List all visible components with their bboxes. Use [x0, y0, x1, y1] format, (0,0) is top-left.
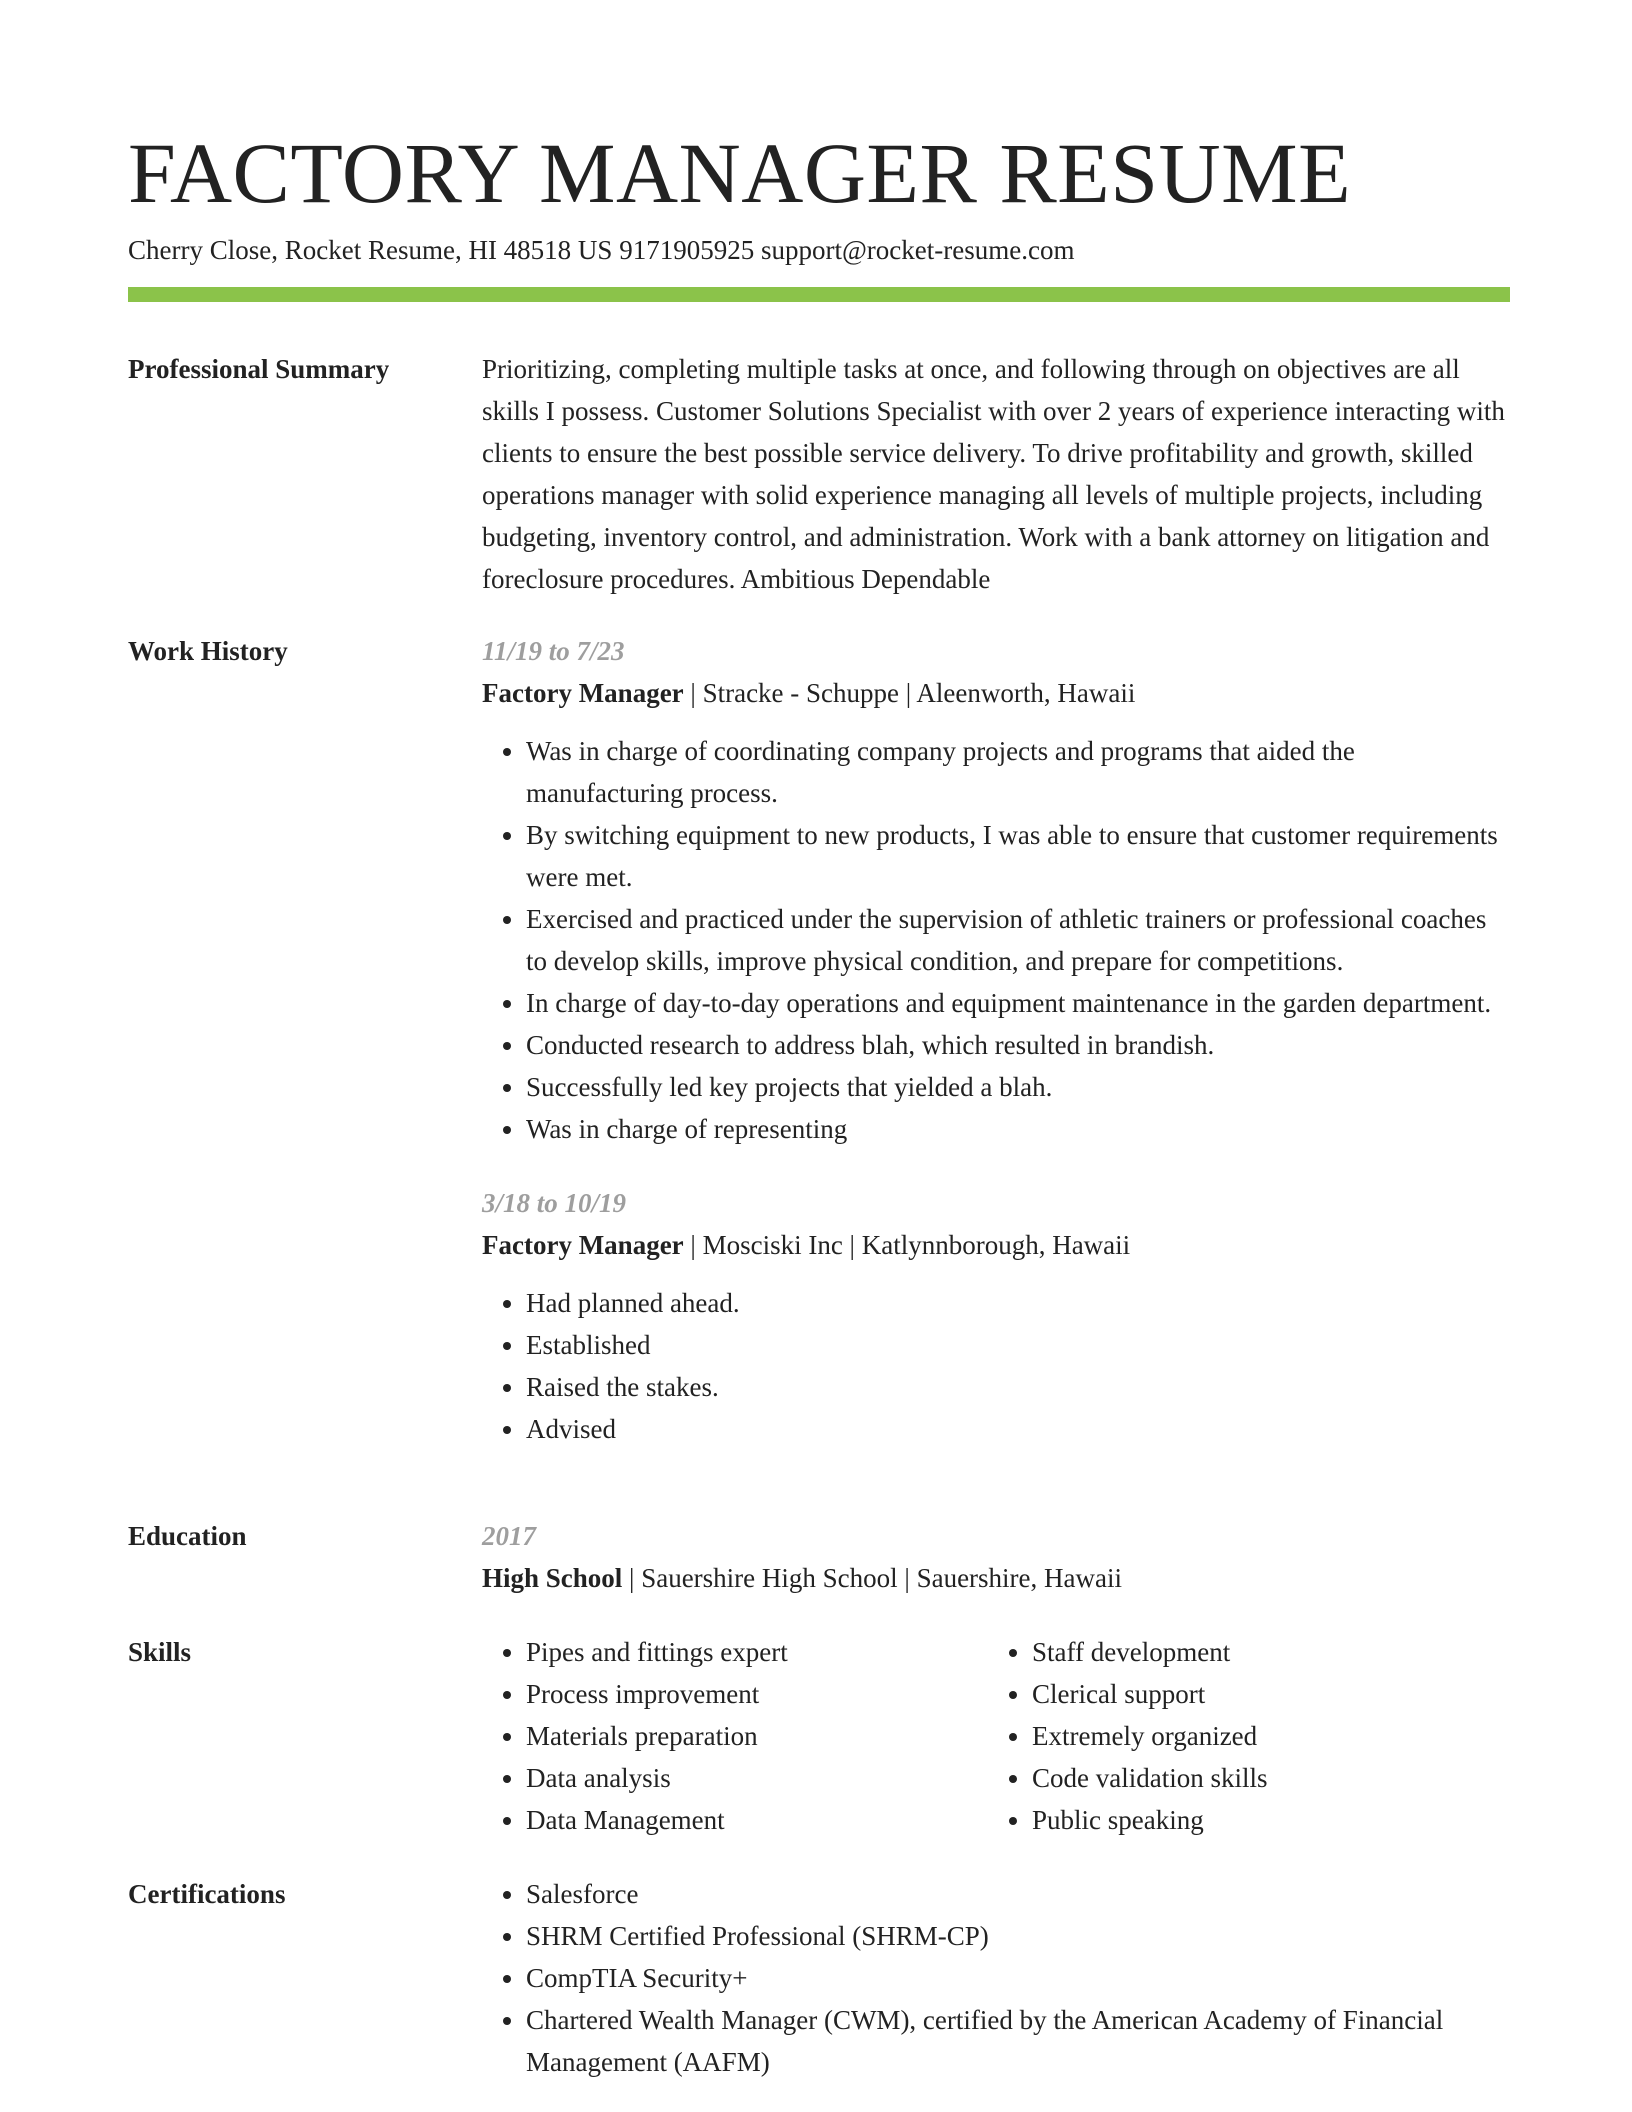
- summary-heading: Professional Summary: [128, 354, 390, 384]
- skill-item: • Code validation skills: [1032, 1757, 1488, 1799]
- job-bullet: • In charge of day-to-day operations and equipment maintenance in the garden department.: [526, 982, 1510, 1024]
- certifications-body: [482, 1873, 1510, 2083]
- job-bullet: • Established: [526, 1324, 1510, 1366]
- work-history-heading: Work History: [128, 636, 288, 666]
- job-bullet: • Exercised and practiced under the supervision of athletic trainers or professional coaches to develop skills, improve physical condition, and prepare for competitions.: [526, 898, 1510, 982]
- certifications-heading: Certifications: [128, 1879, 286, 1909]
- job-dates: 11/19 to 7/23: [482, 636, 625, 666]
- skill-item: • Data analysis: [526, 1757, 988, 1799]
- school-location: | Sauershire High School | Sauershire, Hawaii: [622, 1563, 1122, 1593]
- skill-item: • Staff development: [1032, 1631, 1488, 1673]
- certification-item: • SHRM Certified Professional (SHRM-CP): [526, 1915, 1510, 1957]
- job-header: [482, 672, 1510, 714]
- education-header: [482, 1557, 1510, 1599]
- work-history-body: [482, 630, 1510, 1450]
- job-employer-location: | Mosciski Inc | Katlynnborough, Hawaii: [683, 1230, 1131, 1260]
- job-bullet: • Advised: [526, 1408, 1510, 1450]
- job-bullet: • Conducted research to address blah, which resulted in brandish.: [526, 1024, 1510, 1066]
- skill-item: • Data Management: [526, 1799, 988, 1841]
- skills-list: [988, 1631, 1488, 1841]
- job-title: Factory Manager: [482, 1230, 684, 1260]
- skill-item: • Pipes and fittings expert: [526, 1631, 988, 1673]
- job-bullet: • Had planned ahead.: [526, 1282, 1510, 1324]
- certification-item: • Salesforce: [526, 1873, 1510, 1915]
- job-title: Factory Manager: [482, 678, 684, 708]
- skill-item: • Materials preparation: [526, 1715, 988, 1757]
- job-header: [482, 1224, 1510, 1266]
- education-heading: Education: [128, 1521, 247, 1551]
- job-dates: 3/18 to 10/19: [482, 1188, 627, 1218]
- certification-item: • Chartered Wealth Manager (CWM), certified by the American Academy of Financial Management (AAFM): [526, 1999, 1510, 2083]
- certifications-list: [482, 1873, 1510, 2083]
- job-bullet: • Was in charge of coordinating company projects and programs that aided the manufacturing process.: [526, 730, 1510, 814]
- resume-title: FACTORY MANAGER RESUME: [128, 125, 1352, 221]
- job-bullet: • Was in charge of representing: [526, 1108, 1510, 1150]
- job-employer-location: | Stracke - Schuppe | Aleenworth, Hawaii: [683, 678, 1136, 708]
- job-entry: [482, 1182, 1510, 1450]
- job-bullet: • By switching equipment to new products, I was able to ensure that customer requirements were met.: [526, 814, 1510, 898]
- job-bullets: [482, 730, 1510, 1150]
- skill-item: • Clerical support: [1032, 1673, 1488, 1715]
- summary-body: [482, 348, 1510, 600]
- header-divider: [128, 287, 1510, 302]
- skill-item: • Process improvement: [526, 1673, 988, 1715]
- job-bullets: [482, 1282, 1510, 1450]
- skills-column-2: [988, 1631, 1488, 1841]
- skills-list: [482, 1631, 988, 1841]
- degree: High School: [482, 1563, 623, 1593]
- contact-line: Cherry Close, Rocket Resume, HI 48518 US 9171905925 support@rocket-resume.com: [128, 235, 1075, 265]
- skills-column-1: [482, 1631, 988, 1841]
- education-year: 2017: [482, 1521, 536, 1551]
- certification-item: • CompTIA Security+: [526, 1957, 1510, 1999]
- job-bullet: • Raised the stakes.: [526, 1366, 1510, 1408]
- skills-body: [482, 1631, 1510, 1841]
- skill-item: • Extremely organized: [1032, 1715, 1488, 1757]
- skills-heading: Skills: [128, 1637, 192, 1667]
- skill-item: • Public speaking: [1032, 1799, 1488, 1841]
- job-entry: [482, 630, 1510, 1150]
- job-bullet: • Successfully led key projects that yielded a blah.: [526, 1066, 1510, 1108]
- education-body: [482, 1515, 1510, 1599]
- summary-text: Prioritizing, completing multiple tasks at once, and following through on objectives are all skills I possess. Customer Solutions Specialist with over 2 years of experience interacting with clients to ensure the best possible service delivery. To drive profitability and growth, skilled operations manager with solid experience managing all levels of multiple projects, including budgeting, inventory control, and administration. Work with a bank attorney on litigation and foreclosure procedures. Ambitious Dependable: [482, 354, 1505, 594]
